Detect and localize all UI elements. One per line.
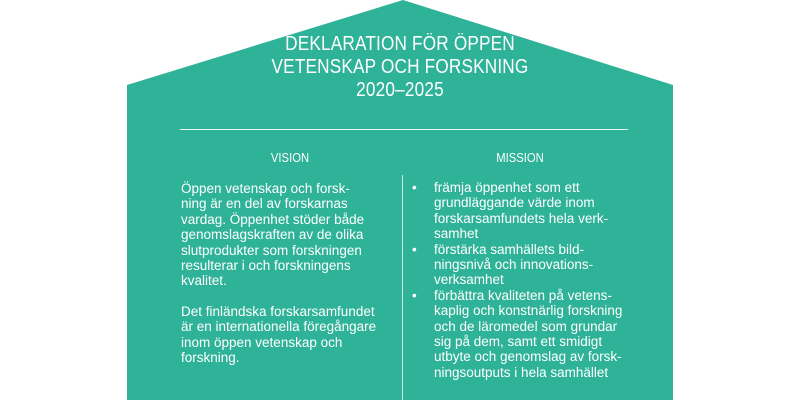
vision-line: inom öppen vetenskap och [181, 334, 343, 350]
title-divider [180, 129, 628, 130]
vision-paragraph [181, 181, 393, 289]
mission-line: forskarsamfundets hela verk- [434, 210, 609, 226]
mission-item [412, 242, 624, 288]
mission-line: och de läromedel som grundar [434, 318, 618, 334]
mission-line: verksamhet [434, 272, 504, 288]
mission-line: förstärka samhällets bild- [434, 241, 585, 257]
column-divider [402, 175, 403, 400]
vision-line: Det finländska forskarsamfundet [181, 303, 375, 319]
vision-paragraph [181, 304, 393, 366]
mission-line: ningsnivå och innovations- [434, 257, 594, 273]
mission-list [412, 180, 624, 380]
page-title [228, 33, 572, 102]
mission-heading: MISSION [496, 151, 544, 165]
title-line: 2020–2025 [356, 79, 444, 101]
mission-line: utbyte och genomslag av forsk- [434, 349, 622, 365]
bullet-icon: • [412, 241, 417, 257]
vision-line: kvalitet. [181, 273, 227, 289]
mission-item [412, 180, 624, 242]
vision-line: ning är en del av forskarnas [181, 196, 348, 212]
vision-line: slutprodukter som forskningen [181, 242, 362, 258]
title-line: DEKLARATION FÖR ÖPPEN [285, 33, 515, 55]
bullet-icon: • [412, 287, 417, 303]
bullet-icon: • [412, 180, 417, 195]
vision-text [181, 181, 393, 380]
mission-line: kaplig och konstnärlig forskning [434, 303, 623, 319]
mission-line: förbättra kvaliteten på vetens- [434, 287, 612, 303]
mission-line: ningsoutputs i hela samhället [434, 364, 609, 380]
vision-line: är en internationella föregångare [181, 319, 377, 335]
vision-line: Öppen vetenskap och forsk- [181, 181, 350, 196]
mission-line: främja öppenhet som ett [434, 180, 580, 195]
vision-line: genomslagskraften av de olika [181, 227, 364, 243]
mission-line: samhet [434, 226, 479, 242]
mission-item [412, 288, 624, 380]
vision-line: vardag. Öppenhet stöder både [181, 211, 365, 227]
vision-line: resulterar i och forskningens [181, 258, 351, 274]
title-line: VETENSKAP OCH FORSKNING [271, 56, 529, 78]
vision-heading: VISION [270, 151, 310, 165]
mission-line: grundläggande värde inom [434, 195, 595, 211]
vision-line: forskning. [181, 350, 240, 366]
mission-line: sig på dem, samt ett smidigt [434, 334, 603, 350]
